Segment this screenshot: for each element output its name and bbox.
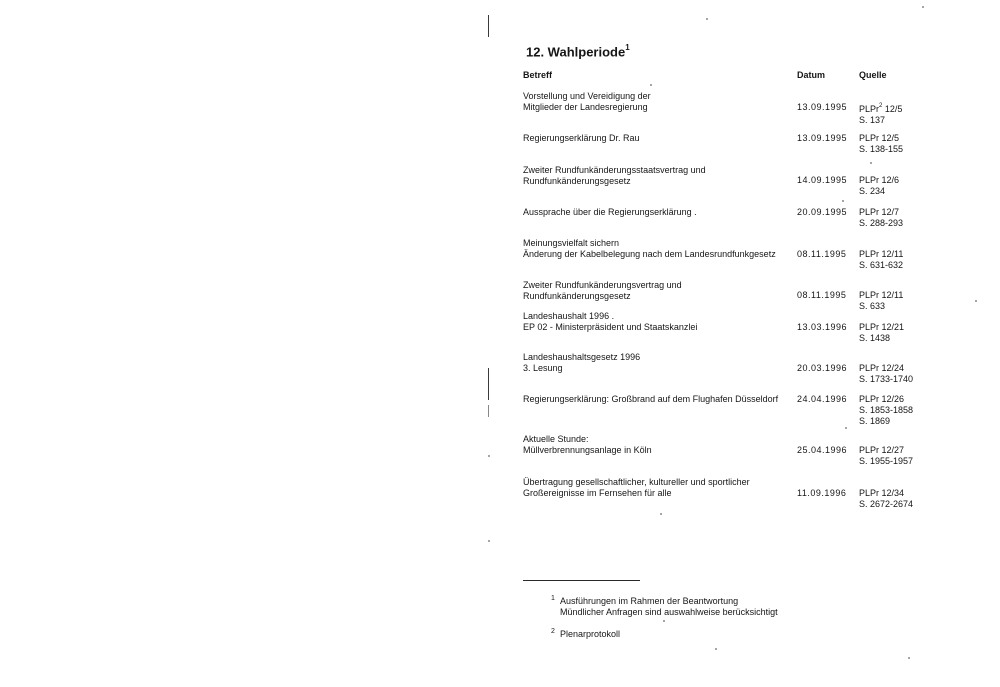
table-row	[0, 238, 1000, 278]
scan-speck	[908, 657, 910, 659]
quelle-pages: S. 1853-1858	[859, 405, 914, 415]
row-betreff	[523, 133, 640, 144]
quelle-footnote-ref: 2	[879, 103, 883, 109]
table-row	[0, 352, 1000, 392]
scan-speck	[488, 455, 490, 457]
scan-speck	[870, 162, 872, 164]
quelle-pages: S. 1438	[859, 333, 891, 343]
row-quelle	[859, 394, 913, 427]
quelle-ref: PLPr 12/7	[859, 207, 900, 217]
row-quelle	[859, 322, 904, 344]
row-betreff	[523, 165, 706, 187]
table-row	[0, 91, 1000, 131]
quelle-pages: S. 288-293	[859, 218, 904, 228]
row-betreff	[523, 238, 776, 260]
scan-speck	[650, 84, 652, 86]
quelle-pages: S. 631-632	[859, 260, 904, 270]
betreff-line: Regierungserklärung: Großbrand auf dem Flughafen Düsseldorf	[523, 394, 779, 404]
row-quelle	[859, 488, 913, 510]
row-datum: 24.04.1996	[797, 394, 848, 404]
footnote-separator	[523, 580, 640, 581]
quelle-pages: S. 633	[859, 301, 886, 311]
quelle-ref: PLPr 12/26	[859, 394, 905, 404]
scan-speck	[842, 200, 844, 202]
quelle-ref: PLPr 12/6	[859, 175, 900, 185]
scan-speck	[975, 300, 977, 302]
betreff-line: Zweiter Rundfunkänderungsstaatsvertrag und	[523, 165, 706, 175]
betreff-line: Mitglieder der Landesregierung	[523, 102, 648, 112]
quelle-ref: PLPr 12/11	[859, 290, 904, 300]
row-quelle	[859, 290, 903, 312]
quelle-pages: S. 1869	[859, 416, 891, 426]
row-datum: 13.09.1995	[797, 133, 848, 143]
row-betreff	[523, 311, 697, 333]
row-datum: 13.09.1995	[797, 102, 848, 112]
betreff-line: Übertragung gesellschaftlicher, kultureller und sportlicher	[523, 477, 750, 487]
quelle-ref: PLPr 12/27	[859, 445, 905, 455]
quelle-ref: PLPr 12/34	[859, 488, 905, 498]
row-datum: 14.09.1995	[797, 175, 848, 185]
row-quelle	[859, 445, 913, 467]
betreff-line: Landeshaushalt 1996 .	[523, 311, 615, 321]
betreff-line: Zweiter Rundfunkänderungsvertrag und	[523, 280, 682, 290]
row-betreff	[523, 394, 778, 405]
scan-speck	[845, 427, 847, 429]
row-datum: 08.11.1995	[797, 249, 847, 259]
betreff-line: Regierungserklärung Dr. Rau	[523, 133, 640, 143]
betreff-line: Änderung der Kabelbelegung nach dem Landesrundfunkgesetz	[523, 249, 776, 259]
quelle-ref-rest: 12/5	[882, 104, 903, 114]
row-datum: 20.03.1996	[797, 363, 848, 373]
footnote-1	[551, 595, 778, 618]
scan-speck	[715, 648, 717, 650]
betreff-line: Großereignisse im Fernsehen für alle	[523, 488, 672, 498]
quelle-ref: PLPr 12/21	[859, 322, 905, 332]
table-row	[0, 311, 1000, 351]
column-header-quelle: Quelle	[859, 70, 887, 80]
betreff-line: Aktuelle Stunde:	[523, 434, 589, 444]
column-header-betreff: Betreff	[523, 70, 553, 80]
betreff-line: EP 02 - Ministerpräsident und Staatskanzlei	[523, 322, 698, 332]
table-row	[0, 477, 1000, 517]
betreff-line: Vorstellung und Vereidigung der	[523, 91, 651, 101]
row-datum: 20.09.1995	[797, 207, 848, 217]
row-betreff	[523, 477, 750, 499]
table-row	[0, 165, 1000, 205]
title-footnote-ref: 1	[625, 43, 630, 52]
betreff-line: Landeshaushaltsgesetz 1996	[523, 352, 641, 362]
binding-line-top	[488, 15, 489, 37]
row-betreff	[523, 352, 640, 374]
quelle-pages: S. 138-155	[859, 144, 904, 154]
betreff-line: Meinungsvielfalt sichern	[523, 238, 620, 248]
row-betreff	[523, 280, 682, 302]
row-datum: 11.09.1996	[797, 488, 847, 498]
quelle-ref: PLPr	[859, 104, 880, 114]
footnote-mark: 1	[551, 595, 555, 602]
row-betreff	[523, 207, 697, 218]
quelle-ref: PLPr 12/5	[859, 133, 900, 143]
page-title-text: 12. Wahlperiode	[526, 44, 626, 60]
row-quelle	[859, 133, 903, 155]
footnote-2	[551, 628, 621, 640]
footnote-mark: 2	[551, 628, 555, 635]
row-datum: 13.03.1996	[797, 322, 848, 332]
scan-speck	[706, 18, 708, 20]
betreff-line: Müllverbrennungsanlage in Köln	[523, 445, 652, 455]
scan-speck	[663, 620, 665, 622]
betreff-line: Aussprache über die Regierungserklärung .	[523, 207, 697, 217]
row-datum: 08.11.1995	[797, 290, 847, 300]
table-row	[0, 434, 1000, 474]
quelle-pages: S. 137	[859, 115, 886, 125]
scan-speck	[488, 540, 490, 542]
footnote-line: Ausführungen im Rahmen der Beantwortung	[560, 596, 739, 606]
row-betreff	[523, 434, 652, 456]
betreff-line: Rundfunkänderungsgesetz	[523, 291, 631, 301]
scan-speck	[922, 6, 924, 8]
betreff-line: 3. Lesung	[523, 363, 563, 373]
row-quelle	[859, 249, 903, 271]
quelle-ref: PLPr 12/24	[859, 363, 905, 373]
betreff-line: Rundfunkänderungsgesetz	[523, 176, 631, 186]
column-header-datum: Datum	[797, 70, 826, 80]
footnote-line: Mündlicher Anfragen sind auswahlweise berücksichtigt	[560, 607, 778, 617]
row-betreff	[523, 91, 651, 113]
row-quelle	[859, 175, 899, 197]
quelle-ref: PLPr 12/11	[859, 249, 904, 259]
footnote-line: Plenarprotokoll	[560, 629, 621, 639]
quelle-pages: S. 1733-1740	[859, 374, 914, 384]
row-quelle	[859, 363, 913, 385]
row-datum: 25.04.1996	[797, 445, 848, 455]
quelle-pages: S. 234	[859, 186, 886, 196]
row-quelle	[859, 207, 903, 229]
row-quelle	[859, 102, 902, 126]
quelle-pages: S. 2672-2674	[859, 499, 914, 509]
quelle-pages: S. 1955-1957	[859, 456, 914, 466]
scan-speck	[660, 513, 662, 515]
page-title	[526, 44, 630, 59]
